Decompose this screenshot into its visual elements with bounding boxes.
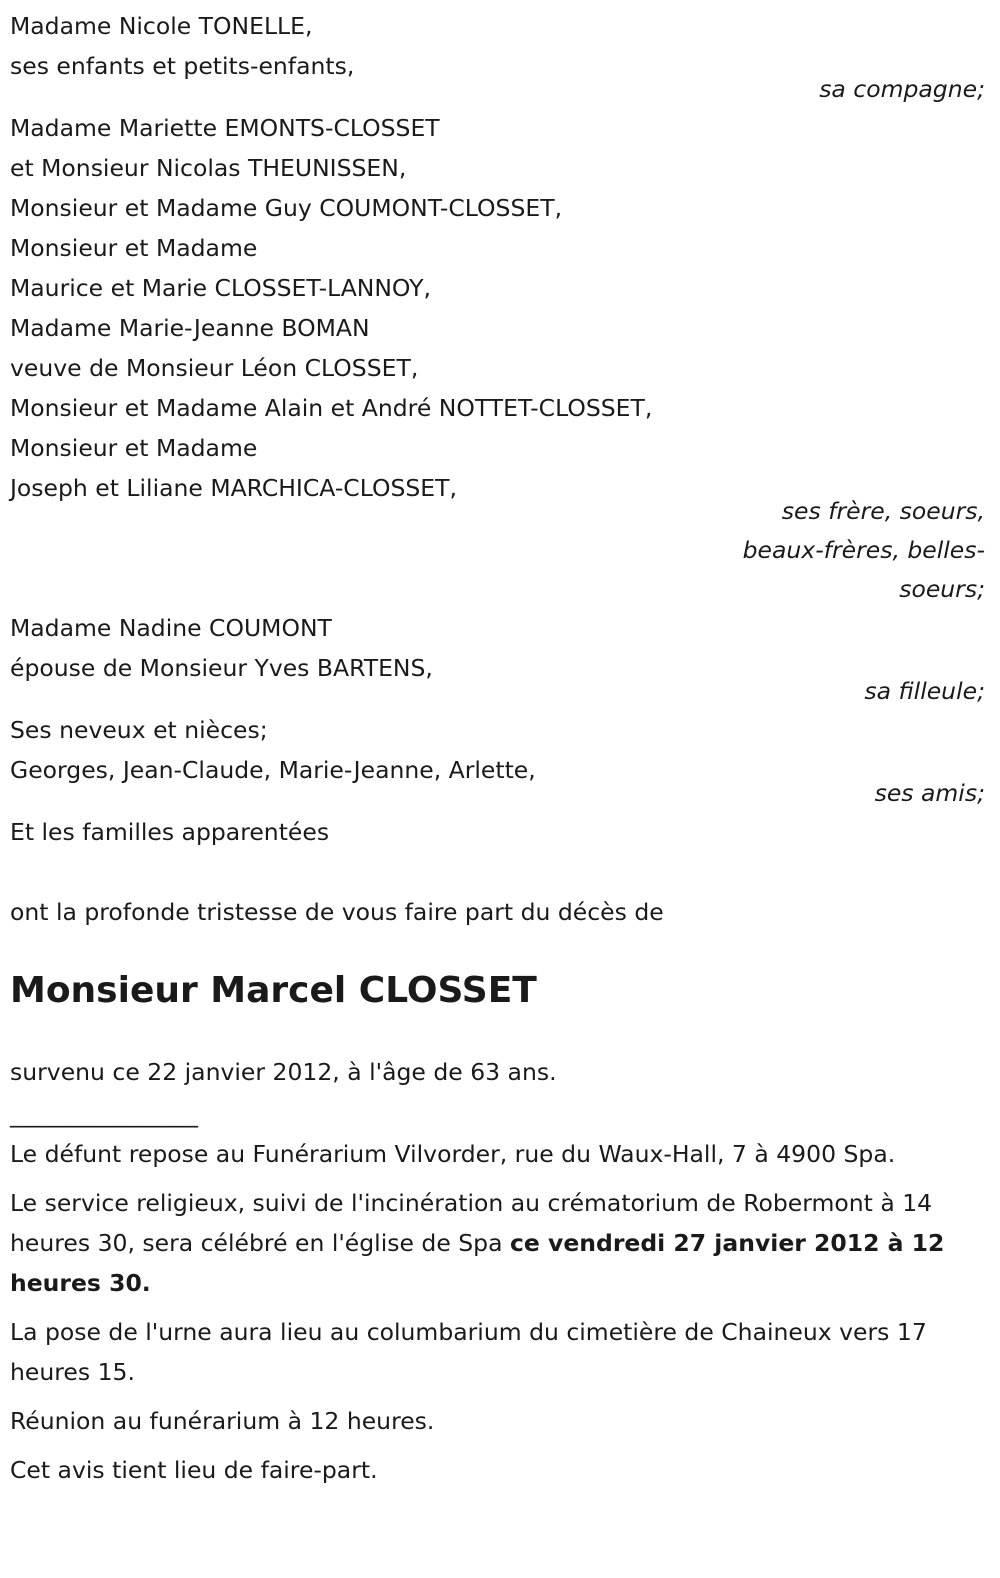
separator: ________________ xyxy=(10,1100,198,1128)
family-member-line: Maurice et Marie CLOSSET-LANNOY, xyxy=(10,274,431,302)
family-member-line: Madame Mariette EMONTS-CLOSSET xyxy=(10,114,440,142)
deceased-name: Monsieur Marcel CLOSSET xyxy=(10,970,537,1011)
relationship-line: sa filleule; xyxy=(864,677,985,705)
family-member-line: Monsieur et Madame xyxy=(10,234,258,262)
relationship-line: sa compagne; xyxy=(819,75,985,103)
death-info: survenu ce 22 janvier 2012, à l'âge de 63 ans. xyxy=(10,1058,557,1086)
relationship-label xyxy=(10,492,985,609)
relationship-line: beaux-frères, belles- xyxy=(742,536,985,564)
family-member-line: Madame Marie-Jeanne BOMAN xyxy=(10,314,370,342)
family-member-line: Ses neveux et nièces; xyxy=(10,716,268,744)
family-block xyxy=(10,6,985,109)
family-block xyxy=(10,710,985,813)
urn-info: La pose de l'urne aura lieu au columbarium du cimetière de Chaineux vers 17 heures 15. xyxy=(10,1318,927,1386)
notice-info: Cet avis tient lieu de faire-part. xyxy=(10,1456,378,1484)
family-member-line: Georges, Jean-Claude, Marie-Jeanne, Arlette, xyxy=(10,756,536,784)
meeting-info: Réunion au funérarium à 12 heures. xyxy=(10,1407,435,1435)
family-member-line: Monsieur et Madame Guy COUMONT-CLOSSET, xyxy=(10,194,563,222)
family-member-line: veuve de Monsieur Léon CLOSSET, xyxy=(10,354,419,382)
family-block xyxy=(10,608,985,711)
rest-place: Le défunt repose au Funérarium Vilvorder, rue du Waux-Hall, 7 à 4900 Spa. xyxy=(10,1140,896,1168)
service-date: ce vendredi 27 janvier 2012 à 12 heures 30. xyxy=(10,1229,945,1297)
announcement-line: ont la profonde tristesse de vous faire part du décès de xyxy=(10,898,664,926)
family-member-line: Joseph et Liliane MARCHICA-CLOSSET, xyxy=(10,474,457,502)
family-member-line: Monsieur et Madame Alain et André NOTTET-CLOSSET, xyxy=(10,394,653,422)
service-text: Le service religieux, suivi de l'incinération au crématorium de Robermont à 14 heures 30, sera célébré en l'église de Spa xyxy=(10,1189,933,1257)
family-member-line: Madame Nicole TONELLE, xyxy=(10,12,313,40)
family-member-line: Madame Nadine COUMONT xyxy=(10,614,332,642)
family-member-line: Monsieur et Madame xyxy=(10,434,258,462)
relationship-line: ses frère, soeurs, xyxy=(781,497,985,525)
relationship-line: ses amis; xyxy=(874,779,985,807)
relationship-line: soeurs; xyxy=(899,575,985,603)
family-member-line: épouse de Monsieur Yves BARTENS, xyxy=(10,654,433,682)
family-member-line: et Monsieur Nicolas THEUNISSEN, xyxy=(10,154,407,182)
family-block xyxy=(10,108,985,609)
service-info xyxy=(10,1183,970,1303)
family-member-line: ses enfants et petits-enfants, xyxy=(10,52,355,80)
families-line: Et les familles apparentées xyxy=(10,818,330,846)
family-list xyxy=(10,6,985,813)
